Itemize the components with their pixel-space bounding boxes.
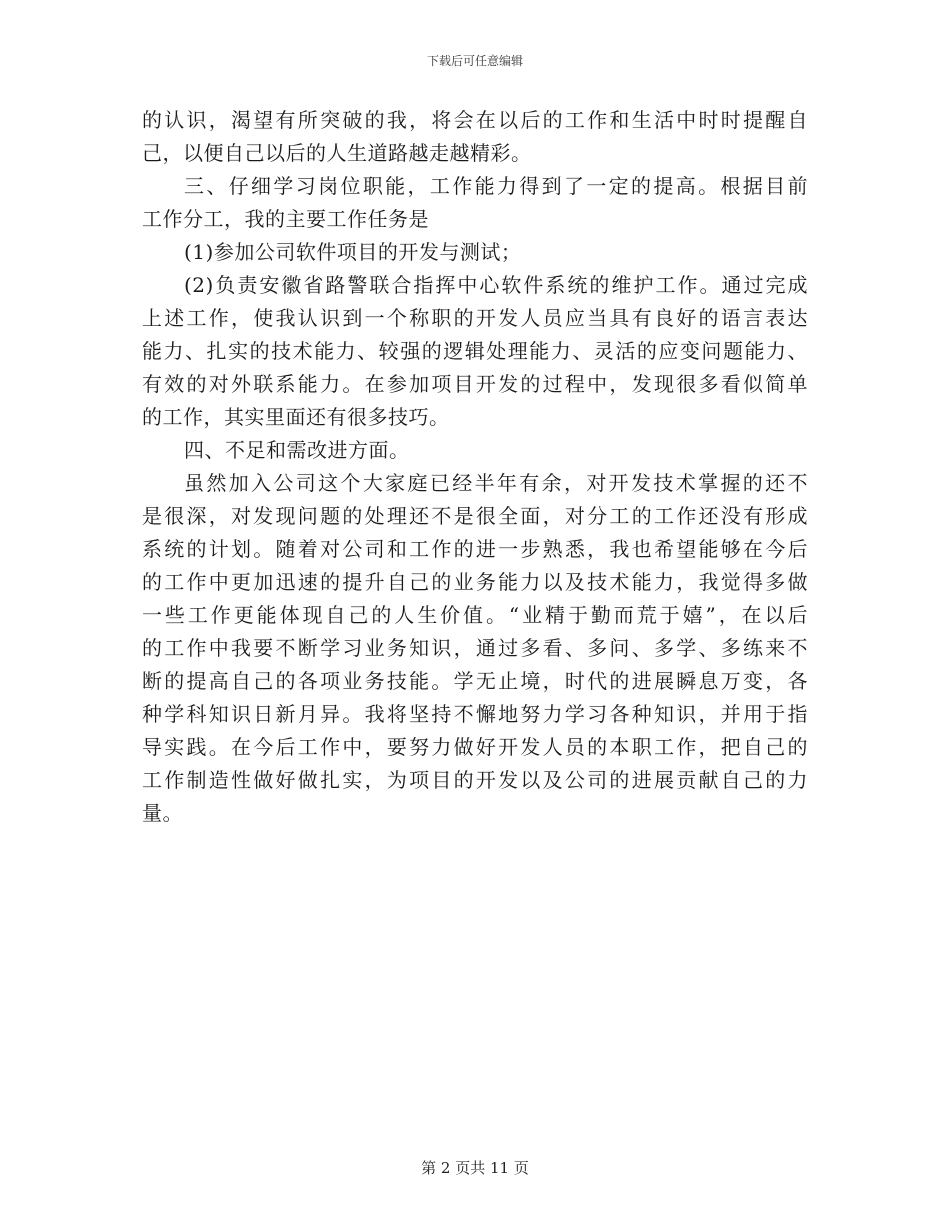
body-line: 虽然加入公司这个大家庭已经半年有余，对开发技术掌握的还不 [184,471,808,495]
body-line: 的工作中更加迅速的提升自己的业务能力以及技术能力，我觉得多做 [142,570,808,594]
body-line: 三、仔细学习岗位职能，工作能力得到了一定的提高。根据目前 [184,174,808,198]
body-line: 有效的对外联系能力。在参加项目开发的过程中，发现很多看似简单 [142,372,808,396]
body-line: 断的提高自己的各项业务技能。学无止境，时代的进展瞬息万变，各 [142,669,808,693]
body-line: 系统的计划。随着对公司和工作的进一步熟悉，我也希望能够在今后 [142,537,808,561]
body-line: 是很深，对发现问题的处理还不是很全面，对分工的工作还没有形成 [142,504,808,528]
document-body [142,104,808,830]
page-header: 下载后可任意编辑 [426,54,523,68]
page-number: 第 2 页共 11 页 [421,1159,529,1177]
body-line: (2)负责安徽省路警联合指挥中心软件系统的维护工作。通过完成 [184,273,808,297]
body-line: 量。 [142,801,183,825]
body-line: 种学科知识日新月异。我将坚持不懈地努力学习各种知识，并用于指 [142,702,808,726]
body-line: 四、不足和需改进方面。 [184,438,410,462]
body-line: 工作制造性做好做扎实，为项目的开发以及公司的进展贡献自己的力 [142,768,808,792]
body-line: 的工作，其实里面还有很多技巧。 [142,405,450,429]
body-line: 工作分工，我的主要工作任务是 [142,207,429,231]
body-line: 导实践。在今后工作中，要努力做好开发人员的本职工作，把自己的 [142,735,808,759]
body-line: 能力、扎实的技术能力、较强的逻辑处理能力、灵活的应变问题能力、 [142,339,808,363]
body-line: 的工作中我要不断学习业务知识，通过多看、多问、多学、多练来不 [142,636,808,660]
body-line: 上述工作，使我认识到一个称职的开发人员应当具有良好的语言表达 [142,306,808,330]
body-line: (1)参加公司软件项目的开发与测试； [184,240,522,264]
body-line: 的认识，渴望有所突破的我，将会在以后的工作和生活中时时提醒自 [142,108,808,132]
body-line: 一些工作更能体现自己的人生价值。“业精于勤而荒于嬉”，在以后 [142,603,808,627]
body-line: 己，以便自己以后的人生道路越走越精彩。 [142,141,532,165]
